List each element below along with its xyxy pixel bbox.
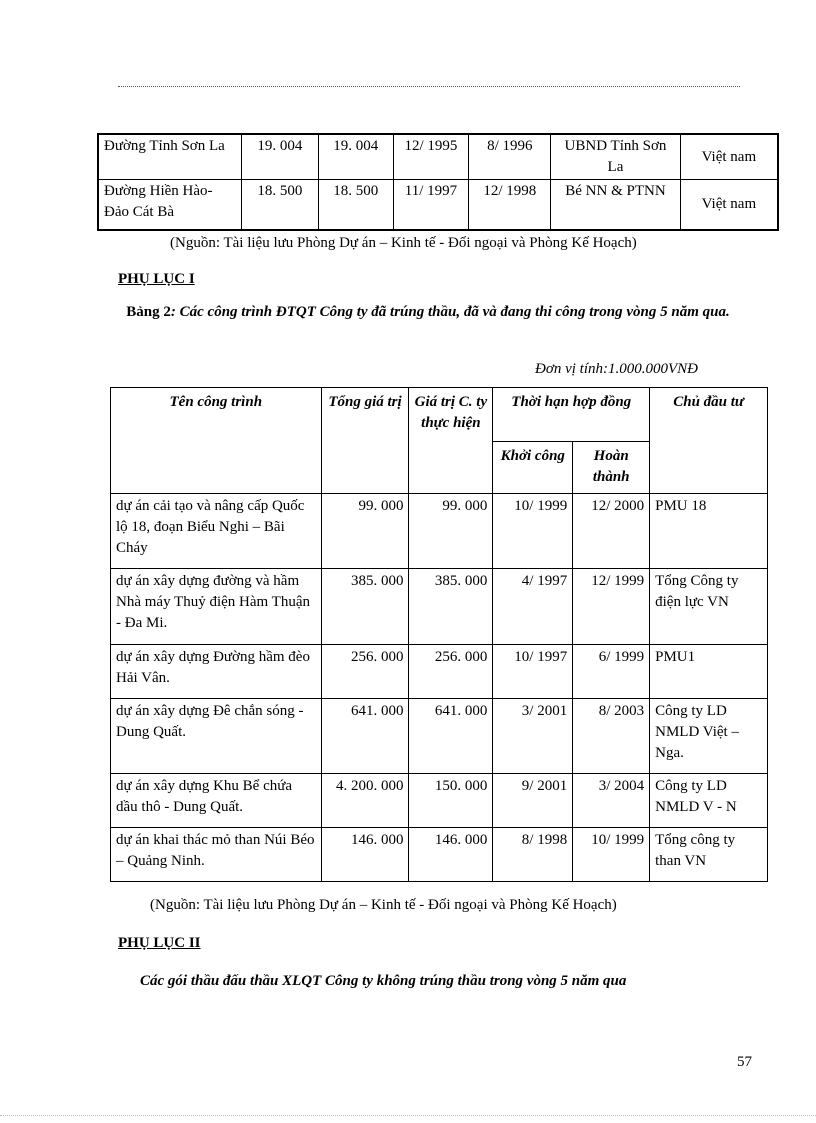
cell-name: dự án cải tạo và nâng cấp Quốc lộ 18, đoạn Biểu Nghi – Bãi Cháy <box>111 494 322 569</box>
header-end: Hoàn thành <box>573 442 650 494</box>
table-completed-projects <box>97 133 779 231</box>
cell-company: 385. 000 <box>409 569 493 645</box>
cell-name: dự án xây dựng đường và hầm Nhà máy Thuỷ điện Hàm Thuận - Đa Mi. <box>111 569 322 645</box>
footer-rule <box>0 1115 816 1116</box>
cell-name: dự án xây dựng Đê chắn sóng - Dung Quất. <box>111 699 322 774</box>
table-row <box>111 699 768 774</box>
source-note-2: (Nguồn: Tài liệu lưu Phòng Dự án – Kinh tế - Đối ngoại và Phòng Kế Hoạch) <box>150 897 617 913</box>
header-name: Tên công trình <box>111 388 322 494</box>
cell-owner: UBND Tỉnh Sơn La <box>551 134 681 180</box>
page-number: 57 <box>737 1054 752 1070</box>
cell-name: Đường Tỉnh Sơn La <box>98 134 242 180</box>
cell-company: 150. 000 <box>409 774 493 828</box>
header-period: Thời hạn hợp đồng <box>493 388 650 442</box>
unit-label: Đơn vị tính:1.000.000VNĐ <box>535 361 698 377</box>
table-row <box>111 569 768 645</box>
cell-name: dự án xây dựng Khu Bể chứa dầu thô - Dung Quất. <box>111 774 322 828</box>
table-row <box>98 134 778 180</box>
cell-owner: Công ty LD NMLD V - N <box>650 774 768 828</box>
cell-start: 3/ 2001 <box>493 699 573 774</box>
header-owner: Chủ đầu tư <box>650 388 768 494</box>
cell-owner: Công ty LD NMLD Việt – Nga. <box>650 699 768 774</box>
cell-total: 18. 500 <box>242 180 319 230</box>
table-row <box>98 180 778 230</box>
cell-total: 146. 000 <box>321 828 409 882</box>
header-company: Giá trị C. ty thực hiện <box>409 388 493 494</box>
cell-start: 11/ 1997 <box>393 180 469 230</box>
cell-owner: Tổng công ty than VN <box>650 828 768 882</box>
cell-total: 385. 000 <box>321 569 409 645</box>
cell-owner: PMU 18 <box>650 494 768 569</box>
cell-company: 19. 004 <box>318 134 393 180</box>
cell-total: 641. 000 <box>321 699 409 774</box>
cell-total: 256. 000 <box>321 645 409 699</box>
cell-end: 12/ 2000 <box>573 494 650 569</box>
cell-company: 18. 500 <box>318 180 393 230</box>
table-row <box>111 774 768 828</box>
cell-company: 256. 000 <box>409 645 493 699</box>
cell-country: Việt nam <box>680 180 778 230</box>
caption-text: : Các công trình ĐTQT Công ty đã trúng thầu, đã và đang thi công trong vòng 5 năm qua. <box>170 304 730 320</box>
caption-label: Bảng 2 <box>126 304 171 320</box>
cell-name: dự án khai thác mỏ than Núi Béo – Quảng Ninh. <box>111 828 322 882</box>
table-won-projects <box>110 387 768 882</box>
cell-end: 6/ 1999 <box>573 645 650 699</box>
cell-end: 12/ 1999 <box>573 569 650 645</box>
cell-start: 10/ 1999 <box>493 494 573 569</box>
source-note-1: (Nguồn: Tài liệu lưu Phòng Dự án – Kinh tế - Đối ngoại và Phòng Kế Hoạch) <box>170 235 637 251</box>
header-total: Tổng giá trị <box>321 388 409 494</box>
appendix-2-heading: PHỤ LỤC II <box>118 935 201 951</box>
table-2-caption <box>118 299 738 325</box>
cell-start: 12/ 1995 <box>393 134 469 180</box>
appendix-2-title: Các gói thầu đấu thầu XLQT Công ty không trúng thầu trong vòng 5 năm qua <box>140 973 627 989</box>
cell-owner: Bé NN & PTNN <box>551 180 681 230</box>
table-row <box>111 494 768 569</box>
cell-owner: PMU1 <box>650 645 768 699</box>
cell-owner: Tổng Công ty điện lực VN <box>650 569 768 645</box>
table-row <box>111 828 768 882</box>
cell-end: 12/ 1998 <box>469 180 551 230</box>
cell-end: 8/ 2003 <box>573 699 650 774</box>
header-start: Khởi công <box>493 442 573 494</box>
header-rule <box>118 86 740 87</box>
table-header-row <box>111 388 768 442</box>
cell-country: Việt nam <box>680 134 778 180</box>
cell-start: 4/ 1997 <box>493 569 573 645</box>
cell-start: 9/ 2001 <box>493 774 573 828</box>
cell-end: 10/ 1999 <box>573 828 650 882</box>
cell-company: 146. 000 <box>409 828 493 882</box>
cell-company: 99. 000 <box>409 494 493 569</box>
cell-end: 3/ 2004 <box>573 774 650 828</box>
cell-name: dự án xây dựng Đường hầm đèo Hải Vân. <box>111 645 322 699</box>
cell-start: 10/ 1997 <box>493 645 573 699</box>
cell-company: 641. 000 <box>409 699 493 774</box>
table-row <box>111 645 768 699</box>
cell-end: 8/ 1996 <box>469 134 551 180</box>
cell-start: 8/ 1998 <box>493 828 573 882</box>
cell-total: 99. 000 <box>321 494 409 569</box>
cell-total: 19. 004 <box>242 134 319 180</box>
cell-name: Đường Hiền Hào- Đảo Cát Bà <box>98 180 242 230</box>
cell-total: 4. 200. 000 <box>321 774 409 828</box>
appendix-1-heading: PHỤ LỤC I <box>118 271 195 287</box>
